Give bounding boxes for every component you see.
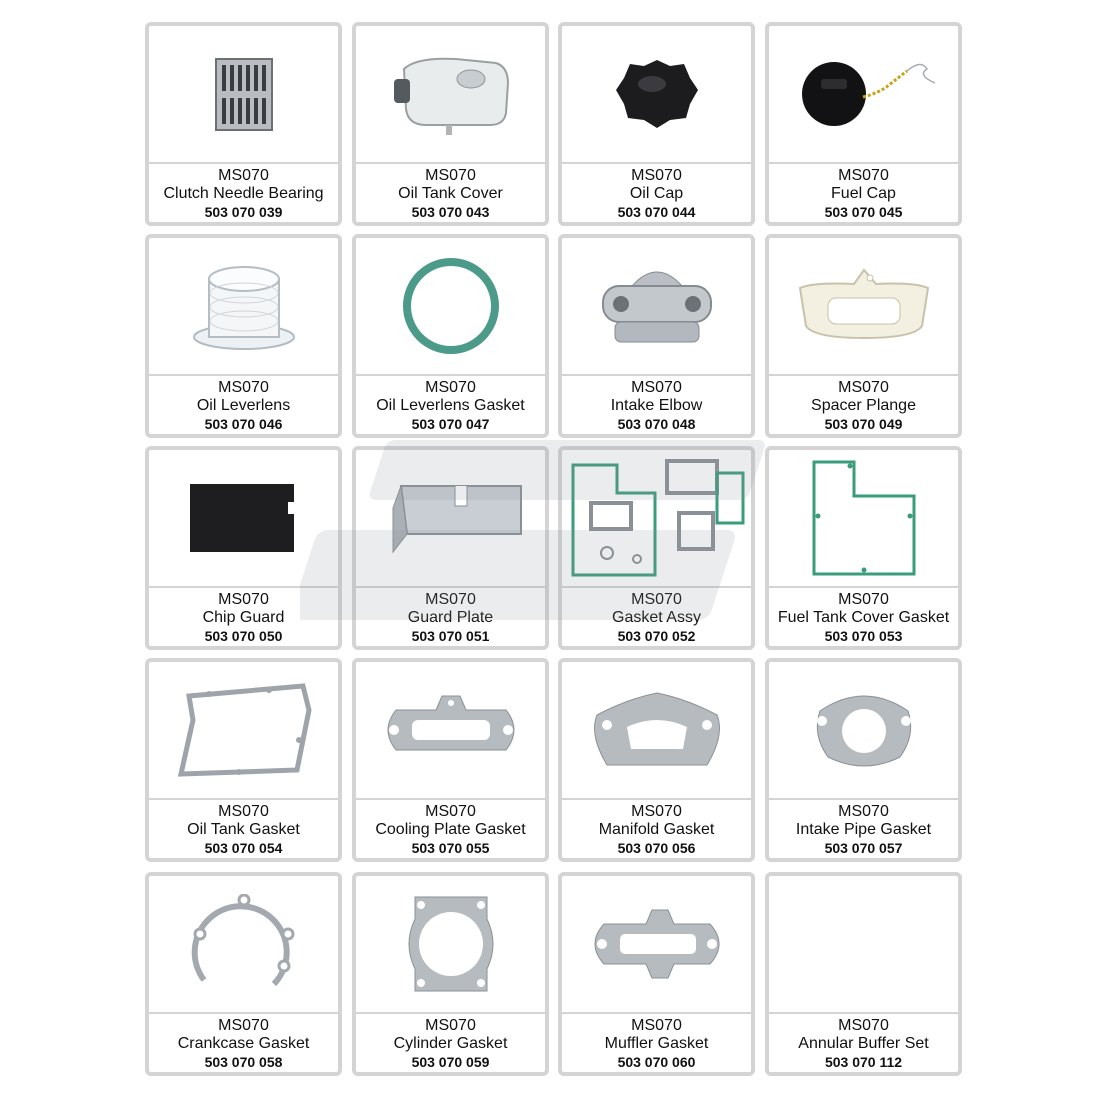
fuel-cap-icon xyxy=(789,49,939,139)
product-card[interactable] xyxy=(558,22,755,226)
model-label: MS070 xyxy=(631,1017,682,1034)
part-number: 503 070 056 xyxy=(617,840,696,856)
product-name: Intake Pipe Gasket xyxy=(795,821,932,838)
product-name: Gasket Assy xyxy=(612,609,701,626)
oil-cap-icon xyxy=(612,54,702,134)
product-name: Chip Guard xyxy=(202,609,285,626)
gasket-set-icon xyxy=(567,453,747,583)
part-number: 503 070 048 xyxy=(617,416,696,432)
spacer-flange-icon xyxy=(794,266,934,346)
oil-tank-gasket-icon xyxy=(169,680,319,780)
part-number: 503 070 044 xyxy=(617,204,696,220)
product-image xyxy=(562,238,751,376)
product-image xyxy=(562,876,751,1014)
part-number: 503 070 049 xyxy=(824,416,903,432)
product-image xyxy=(769,450,958,588)
part-number: 503 070 045 xyxy=(824,204,903,220)
product-image xyxy=(562,450,751,588)
part-number: 503 070 046 xyxy=(204,416,283,432)
product-image xyxy=(356,26,545,164)
product-name: Cylinder Gasket xyxy=(393,1035,508,1052)
product-name: Oil Leverlens Gasket xyxy=(376,397,525,414)
part-number: 503 070 060 xyxy=(617,1054,696,1070)
model-label: MS070 xyxy=(425,167,476,184)
product-name: Clutch Needle Bearing xyxy=(163,185,324,202)
product-caption xyxy=(769,590,958,646)
intake-elbow-icon xyxy=(597,256,717,356)
manifold-gasket-icon xyxy=(587,685,727,775)
model-label: MS070 xyxy=(838,591,889,608)
product-caption xyxy=(769,378,958,434)
product-card[interactable] xyxy=(558,872,755,1076)
product-image xyxy=(356,238,545,376)
part-number: 503 070 058 xyxy=(204,1054,283,1070)
product-caption xyxy=(356,590,545,646)
product-name: Fuel Cap xyxy=(831,185,896,202)
product-image xyxy=(769,238,958,376)
part-number: 503 070 039 xyxy=(204,204,283,220)
product-image xyxy=(149,450,338,588)
product-caption xyxy=(356,802,545,858)
product-image xyxy=(562,662,751,800)
product-card[interactable] xyxy=(145,22,342,226)
model-label: MS070 xyxy=(631,167,682,184)
product-card[interactable] xyxy=(145,872,342,1076)
product-name: Manifold Gasket xyxy=(598,821,715,838)
product-caption xyxy=(769,166,958,222)
oil-leverlens-icon xyxy=(189,259,299,354)
product-name: Spacer Plange xyxy=(811,397,916,414)
model-label: MS070 xyxy=(425,803,476,820)
product-card[interactable] xyxy=(765,446,962,650)
intake-pipe-gasket-icon xyxy=(804,685,924,775)
part-number: 503 070 057 xyxy=(824,840,903,856)
product-card[interactable] xyxy=(558,446,755,650)
part-number: 503 070 051 xyxy=(411,628,490,644)
model-label: MS070 xyxy=(218,591,269,608)
chip-guard-icon xyxy=(184,478,304,558)
model-label: MS070 xyxy=(218,379,269,396)
product-name: Cooling Plate Gasket xyxy=(375,821,526,838)
part-number: 503 070 059 xyxy=(411,1054,490,1070)
product-caption xyxy=(562,590,751,646)
product-caption xyxy=(562,166,751,222)
product-card[interactable] xyxy=(765,658,962,862)
model-label: MS070 xyxy=(631,379,682,396)
product-caption xyxy=(562,378,751,434)
product-name: Guard Plate xyxy=(407,609,494,626)
part-number: 503 070 047 xyxy=(411,416,490,432)
product-card[interactable] xyxy=(352,446,549,650)
product-caption xyxy=(149,166,338,222)
product-image xyxy=(356,662,545,800)
product-card[interactable] xyxy=(145,658,342,862)
product-caption xyxy=(149,1016,338,1072)
product-image xyxy=(356,450,545,588)
product-name: Oil Cap xyxy=(629,185,684,202)
product-card[interactable] xyxy=(765,234,962,438)
product-image xyxy=(149,876,338,1014)
product-card[interactable] xyxy=(352,22,549,226)
part-number: 503 070 043 xyxy=(411,204,490,220)
product-caption xyxy=(356,1016,545,1072)
product-card[interactable] xyxy=(352,658,549,862)
part-number: 503 070 054 xyxy=(204,840,283,856)
product-card[interactable] xyxy=(765,22,962,226)
product-name: Oil Tank Cover xyxy=(398,185,503,202)
product-name: Oil Tank Gasket xyxy=(187,821,300,838)
product-name: Intake Elbow xyxy=(610,397,703,414)
product-image xyxy=(356,876,545,1014)
part-number: 503 070 055 xyxy=(411,840,490,856)
product-caption xyxy=(356,378,545,434)
model-label: MS070 xyxy=(631,803,682,820)
model-label: MS070 xyxy=(218,167,269,184)
model-label: MS070 xyxy=(838,167,889,184)
product-card[interactable] xyxy=(352,872,549,1076)
part-number: 503 070 112 xyxy=(824,1054,903,1070)
model-label: MS070 xyxy=(838,1017,889,1034)
part-number: 503 070 052 xyxy=(617,628,696,644)
product-caption xyxy=(149,378,338,434)
product-card[interactable] xyxy=(558,234,755,438)
model-label: MS070 xyxy=(425,1017,476,1034)
product-card[interactable] xyxy=(558,658,755,862)
product-image xyxy=(149,662,338,800)
product-name: Fuel Tank Cover Gasket xyxy=(777,609,950,626)
product-caption xyxy=(356,166,545,222)
product-card[interactable] xyxy=(145,234,342,438)
part-number: 503 070 053 xyxy=(824,628,903,644)
model-label: MS070 xyxy=(425,591,476,608)
model-label: MS070 xyxy=(218,1017,269,1034)
ring-gasket-icon xyxy=(396,251,506,361)
model-label: MS070 xyxy=(425,379,476,396)
product-card[interactable] xyxy=(145,446,342,650)
product-caption xyxy=(149,802,338,858)
product-caption xyxy=(149,590,338,646)
part-number: 503 070 050 xyxy=(204,628,283,644)
model-label: MS070 xyxy=(838,803,889,820)
guard-plate-icon xyxy=(371,478,531,558)
product-caption xyxy=(769,1016,958,1072)
crankcase-gasket-icon xyxy=(184,894,304,994)
product-image xyxy=(769,876,958,1014)
product-card[interactable] xyxy=(352,234,549,438)
model-label: MS070 xyxy=(838,379,889,396)
product-name: Oil Leverlens xyxy=(196,397,291,414)
product-image xyxy=(769,662,958,800)
cylinder-gasket-icon xyxy=(401,889,501,999)
product-card[interactable] xyxy=(765,872,962,1076)
product-caption xyxy=(562,802,751,858)
needle-bearing-icon xyxy=(214,57,274,132)
product-image xyxy=(562,26,751,164)
product-caption xyxy=(769,802,958,858)
model-label: MS070 xyxy=(631,591,682,608)
product-name: Crankcase Gasket xyxy=(177,1035,310,1052)
product-name: Annular Buffer Set xyxy=(798,1035,929,1052)
muffler-gasket-icon xyxy=(582,904,732,984)
product-image xyxy=(149,26,338,164)
cooling-plate-gasket-icon xyxy=(376,690,526,770)
product-image xyxy=(149,238,338,376)
product-image xyxy=(769,26,958,164)
oil-tank-cover-icon xyxy=(386,49,516,139)
model-label: MS070 xyxy=(218,803,269,820)
fuel-tank-cover-gasket-icon xyxy=(804,456,924,581)
product-name: Muffler Gasket xyxy=(604,1035,709,1052)
product-caption xyxy=(562,1016,751,1072)
